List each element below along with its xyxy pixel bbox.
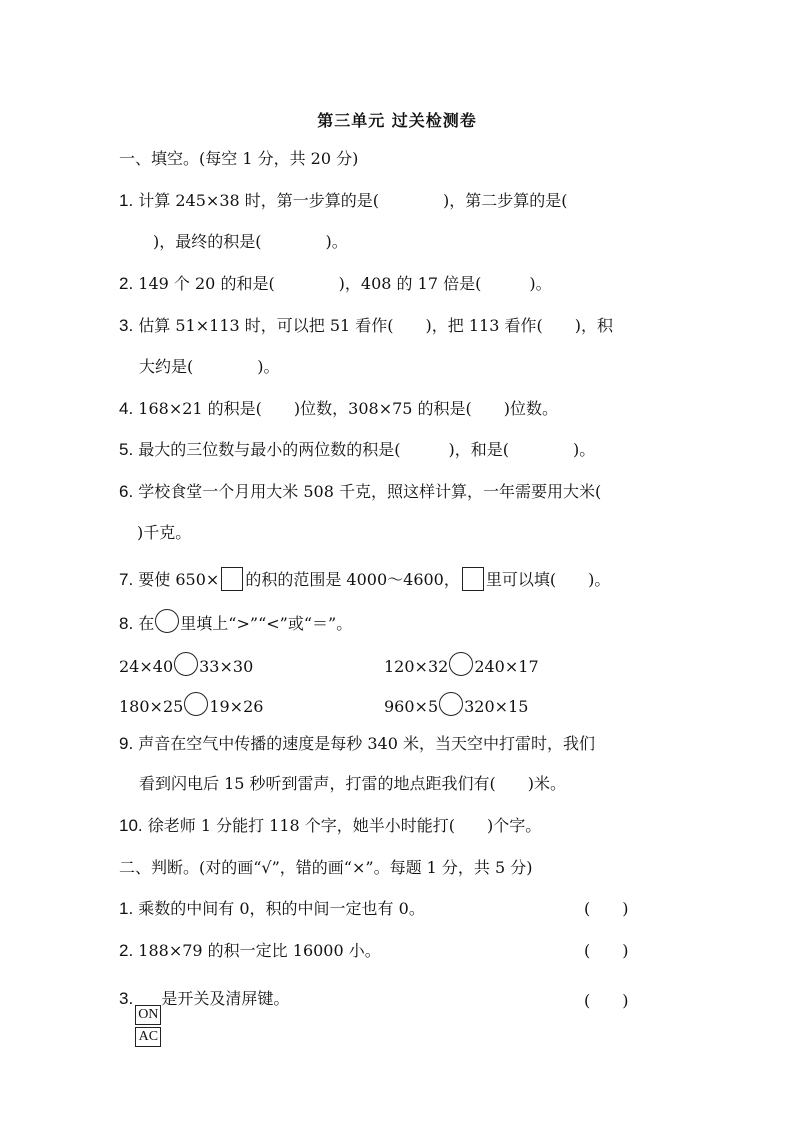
question-2 <box>119 273 552 295</box>
question-1-line-1 <box>119 190 568 212</box>
question-number: 6. <box>119 482 134 501</box>
calculator-key <box>135 1005 161 1047</box>
question-number: 1. <box>119 191 134 210</box>
expression-left: 24×40 <box>119 657 174 676</box>
question-text: 168×21 的积是( )位数，308×75 的积是( )位数。 <box>138 399 559 418</box>
compare-item-d <box>384 692 528 718</box>
blank-circle <box>184 692 208 716</box>
expression-right: 33×30 <box>199 657 254 676</box>
answer-paren: ( ) <box>584 941 629 960</box>
page-title: 第三单元 过关检测卷 <box>317 111 477 130</box>
question-number: 5. <box>119 440 134 459</box>
question-8 <box>119 609 352 635</box>
question-text: 学校食堂一个月用大米 508 千克，照这样计算，一年需要用大米( <box>138 482 602 501</box>
question-number: 10. <box>119 816 143 835</box>
question-10 <box>119 815 541 837</box>
question-number: 2. <box>119 941 134 960</box>
question-text: 声音在空气中传播的速度是每秒 340 米，当天空中打雷时，我们 <box>138 734 595 753</box>
expression-left: 960×5 <box>384 697 439 716</box>
blank-circle <box>174 652 198 676</box>
question-5 <box>119 439 595 461</box>
answer-paren: ( ) <box>584 991 629 1010</box>
question-text: 里填上“>”“<”或“＝”。 <box>180 614 353 633</box>
question-number: 3. <box>119 989 134 1008</box>
question-text: 是开关及清屏键。 <box>161 989 290 1008</box>
question-number: 1. <box>119 899 134 918</box>
question-text: 149 个 20 的和是( )，408 的 17 倍是( )。 <box>138 274 552 293</box>
question-number: 3. <box>119 316 134 335</box>
expression-left: 120×32 <box>384 657 449 676</box>
judge-3 <box>119 988 289 1047</box>
question-text: 计算 245×38 时，第一步算的是( )，第二步算的是( <box>138 191 568 210</box>
question-text: 在 <box>138 614 155 633</box>
expression-left: 180×25 <box>119 697 184 716</box>
question-3-line-1 <box>119 315 613 337</box>
question-6-line-1 <box>119 481 601 503</box>
question-4 <box>119 398 558 420</box>
question-text: 要使 650× <box>138 570 220 589</box>
section1-heading: 一、填空。(每空 1 分，共 20 分) <box>119 149 359 168</box>
blank-box <box>462 567 484 591</box>
blank-box <box>221 567 243 591</box>
expression-right: 320×15 <box>464 697 529 716</box>
question-9-line-2: 看到闪电后 15 秒听到雷声，打雷的地点距我们有( )米。 <box>139 774 567 793</box>
compare-item-b <box>384 652 539 678</box>
judge-1 <box>119 898 425 920</box>
question-text: 188×79 的积一定比 16000 小。 <box>138 941 381 960</box>
question-text: 的积的范围是 4000～4600， <box>245 570 460 589</box>
question-number: 2. <box>119 274 134 293</box>
judge-2 <box>119 940 381 962</box>
compare-item-c <box>119 692 263 718</box>
question-9-line-1 <box>119 733 595 755</box>
key-label-top: ON <box>135 1005 161 1025</box>
question-1-line-2: )，最终的积是( )。 <box>137 232 348 251</box>
question-number: 4. <box>119 399 134 418</box>
answer-paren: ( ) <box>584 899 629 918</box>
question-3-line-2: 大约是( )。 <box>139 357 280 376</box>
expression-right: 240×17 <box>474 657 539 676</box>
section2-heading: 二、判断。(对的画“√”，错的画“×”。每题 1 分，共 5 分) <box>119 858 533 877</box>
question-number: 7. <box>119 570 134 589</box>
question-6-line-2: )千克。 <box>137 523 192 542</box>
blank-circle <box>449 652 473 676</box>
question-text: 里可以填( )。 <box>485 570 611 589</box>
question-text: 估算 51×113 时，可以把 51 看作( )，把 113 看作( )，积 <box>138 316 613 335</box>
blank-circle <box>439 692 463 716</box>
blank-circle <box>155 609 179 633</box>
key-label-bottom: AC <box>135 1027 161 1047</box>
question-text: 徐老师 1 分能打 118 个字，她半小时能打( )个字。 <box>147 816 542 835</box>
question-number: 8. <box>119 614 134 633</box>
question-number: 9. <box>119 734 134 753</box>
expression-right: 19×26 <box>209 697 264 716</box>
question-text: 乘数的中间有 0，积的中间一定也有 0。 <box>138 899 425 918</box>
question-text: 最大的三位数与最小的两位数的积是( )，和是( )。 <box>138 440 596 459</box>
compare-item-a <box>119 652 253 678</box>
question-7 <box>119 567 610 591</box>
